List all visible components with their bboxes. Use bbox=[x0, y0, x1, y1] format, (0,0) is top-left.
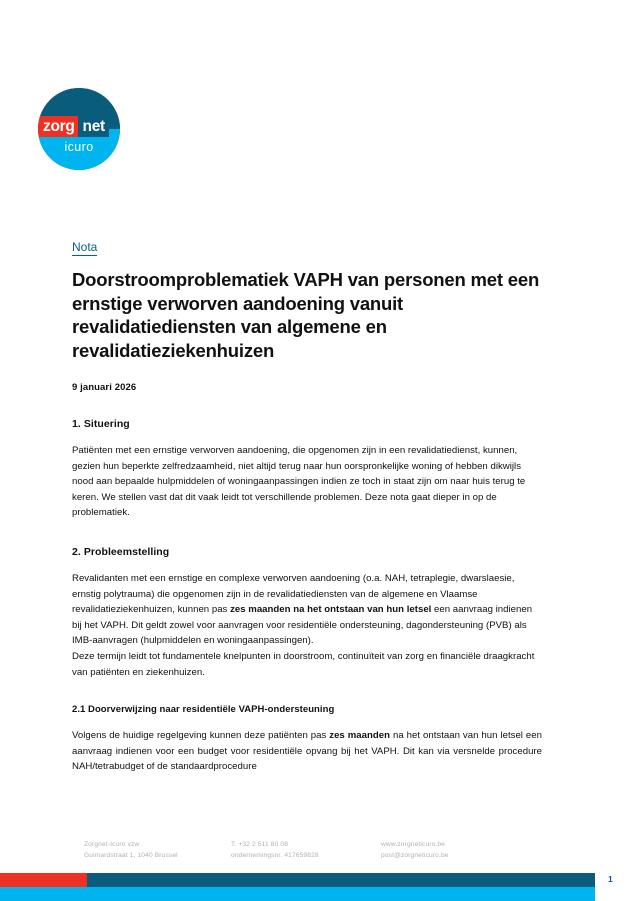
document-date: 9 januari 2026 bbox=[72, 382, 137, 393]
logo-icuro-text: icuro bbox=[64, 140, 94, 154]
paragraph-text-second-line: Deze termijn leidt tot fundamentele knelpunten in doorstroom, continuïteit van zorg en financiële draagkracht van patiënten en ziekenhuizen. bbox=[72, 650, 535, 678]
logo-zorg-text: zorg bbox=[38, 116, 78, 137]
footer-bar-teal bbox=[87, 873, 595, 887]
footer-email[interactable]: post@zorgneticuro.be bbox=[381, 851, 449, 859]
footer-org-name: Zorgnet-Icuro vzw bbox=[84, 841, 140, 848]
nota-link[interactable]: Nota bbox=[72, 240, 98, 254]
subsection-heading-doorverwijzing: 2.1 Doorverwijzing naar residentiële VAPH-ondersteuning bbox=[72, 704, 335, 716]
footer-column-contact bbox=[231, 840, 381, 861]
footer-bar-cyan bbox=[0, 887, 595, 901]
section-heading-situering: 1. Situering bbox=[72, 418, 130, 430]
footer-phone: T. +32 2 511 80 08 bbox=[231, 841, 289, 848]
paragraph-text-tail-2: na het ontstaan van hun letsel een aanvraag indienen voor een budget voor residentiële opvang bij het VAPH. Dit kan via versnelde procedure NAH/tetrabudget of de standaardprocedure bbox=[72, 730, 542, 773]
page-number: 1 bbox=[608, 874, 613, 884]
paragraph-text-lead: Revalidanten met een ernstige en complexe verworven aandoening (o.a. NAH, tetraplegie, dwarslaesie, ernstig polytrauma) die opgenomen zijn in de revalidatiediensten van de algemene en Vlaamse revalidatieziekenhuizen, kunnen pas bbox=[72, 572, 515, 616]
section-paragraph-probleemstelling bbox=[72, 571, 542, 680]
document-footer bbox=[84, 840, 554, 861]
paragraph-emphasis-zes-maanden-letsel: zes maanden na het ontstaan van hun letsel bbox=[230, 604, 432, 616]
document-content bbox=[72, 238, 542, 775]
logo-net-text: net bbox=[78, 116, 109, 137]
footer-column-web bbox=[381, 840, 521, 861]
zorgnet-icuro-logo bbox=[38, 88, 120, 170]
logo-wordmark bbox=[38, 116, 120, 137]
section-heading-probleemstelling: 2. Probleemstelling bbox=[72, 545, 170, 558]
footer-company-number: ondernemingsnr. 417659828 bbox=[231, 851, 319, 859]
footer-bar-red bbox=[0, 873, 87, 887]
footer-website[interactable]: www.zorgneticuro.be bbox=[381, 841, 446, 848]
paragraph-text-tail: een aanvraag indienen bij het VAPH. Dit geldt zowel voor aanvragen voor residentiële ondersteuning, dagondersteuning (PVB) als IMB-aanvragen (hulpmiddelen en woningaanpassingen). bbox=[72, 604, 533, 647]
page-title: Doorstroomproblematiek VAPH van personen met een ernstige verworven aandoening vanuit revalidatiediensten van algemene en revalidatieziekenhuizen bbox=[72, 269, 540, 361]
subsection-paragraph-doorverwijzing bbox=[72, 728, 542, 775]
paragraph-text-lead-2: Volgens de huidige regelgeving kunnen deze patiënten pas bbox=[72, 730, 330, 742]
footer-column-address bbox=[84, 840, 231, 861]
section-paragraph-situering: Patiënten met een ernstige verworven aandoening, die opgenomen zijn in een revalidatiedienst, kunnen, gezien hun beperkte zelfredzaamheid, niet altijd terug naar hun oorspronkelijke woning of hebben dikwijls nood aan bepaalde hulpmiddelen of woningaanpassingen indien ze toch in staat zijn om naar huis terug te keren. We stellen vast dat dit vaak leidt tot verschillende problemen. Deze nota gaat dieper in op de problematiek. bbox=[72, 445, 526, 519]
footer-address: Guimardstraat 1, 1040 Brussel bbox=[84, 851, 178, 859]
paragraph-emphasis-zes-maanden: zes maanden bbox=[329, 730, 390, 742]
